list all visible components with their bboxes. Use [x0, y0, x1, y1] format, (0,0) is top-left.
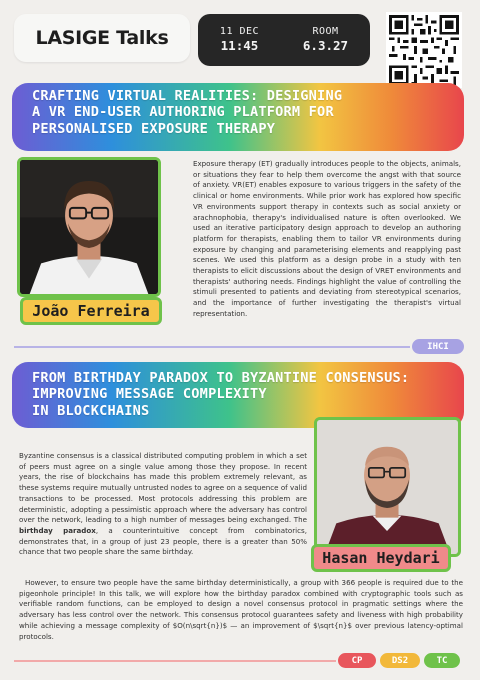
talk2-title-line: IMPROVING MESSAGE COMPLEXITY: [32, 386, 267, 403]
speaker1-portrait: [20, 160, 158, 294]
date-time-block: [220, 26, 259, 54]
talk1-title-line: A VR END-USER AUTHORING PLATFORM FOR: [32, 104, 334, 121]
speaker2-portrait: [317, 420, 458, 554]
room-block: [303, 26, 348, 54]
speaker1-name: João Ferreira: [20, 297, 162, 325]
tag-ds2: DS2: [380, 653, 420, 668]
event-time: 11:45: [220, 38, 259, 54]
talk2-abstract-text: , a counterintuitive concept from combinatorics, demonstrates that, in a group of just 23 people, there is a greater than 50% chance that two people share the same birthday.: [19, 525, 307, 557]
talk2-abstract-text: Byzantine consensus is a classical distributed computing problem in which a set of peers must agree on a single value among those they propose. In recent years, the rise of blockchains has made this problem extremely relevant, as these systems require mutually untrusted nodes to agree on a sequence of valid transactions to be processed. Most protocols addressing this problem are deterministic, adopting a pessimistic approach where the adversary has control over the network, leading to a high number of messages being exchanged. The: [19, 451, 307, 525]
talk1-abstract: Exposure therapy (ET) gradually introduces people to the objects, animals, or situations they fear to help them overcome the angst with that source of anxiety. VR(ET) enables exposure to various triggers in the safety of the clinical or home environments. While prior work has explored how specific VR environments support therapy in contexts such as social anxiety or arachnophobia, therapy's individualised nature is often overlooked. We used an iterative participatory design approach to develop an authoring platform for therapists, enabling them to tailor VR environments during exposure by changing and parameterising elements and reapplying past scenes. We used this platform as a design probe in a study with ten therapists to elicit discussions about the design of VRET environments and therapists' authoring needs. Findings highlight the value of controlling the stimuli presented to patients and deviating from stereotypical scenarios, and the importance of further investigating the therapist's virtual representation.: [193, 159, 461, 318]
talk2-tag-divider: [14, 660, 336, 662]
talk1-tag-divider: [14, 346, 410, 348]
qr-code-graphic: [389, 15, 459, 85]
speaker2-photo: [314, 417, 461, 557]
brand-title: LASIGE Talks: [35, 27, 169, 49]
talk2-abstract-bold: birthday paradox: [19, 525, 96, 535]
speaker1-photo: [17, 157, 161, 297]
talk1-title-banner: [12, 83, 464, 151]
date-room-badge: [198, 14, 370, 66]
tag-ihci: IHCI: [412, 339, 464, 354]
talk2-abstract: [19, 451, 307, 558]
talk2-title-line: IN BLOCKCHAINS: [32, 402, 150, 419]
speaker2-name: Hasan Heydari: [311, 544, 451, 572]
event-date: 11 DEC: [219, 25, 260, 37]
tag-tc: TC: [424, 653, 460, 668]
talk2-title-line: FROM BIRTHDAY PARADOX TO BYZANTINE CONSENSUS:: [32, 370, 410, 386]
talk1-title-line: CRAFTING VIRTUAL REALITIES: DESIGNING: [32, 88, 343, 104]
room-number: 6.3.27: [302, 38, 349, 54]
room-label: ROOM: [312, 25, 339, 37]
talk1-title-line: PERSONALISED EXPOSURE THERAPY: [32, 120, 276, 137]
tag-cp: CP: [338, 653, 376, 668]
talk2-abstract-continued: However, to ensure two people have the same birthday deterministically, a group with 366 people is required due to the pigeonhole principle! In this talk, we will explore how the birthday paradox combined with cryptographic tools such as verifiable random functions, can be employed to design a novel consensus protocol in pragmatic settings where the adversary has less control over the network. This consensus protocol guarantees safety and liveness with high probability while achieving a message complexity of $O(n\sqrt{n})$ — an improvement of $\sqrt{n}$ over previous latency-optimal protocols.: [19, 578, 463, 641]
brand-box: [14, 14, 190, 62]
qr-code-icon[interactable]: [386, 12, 462, 88]
